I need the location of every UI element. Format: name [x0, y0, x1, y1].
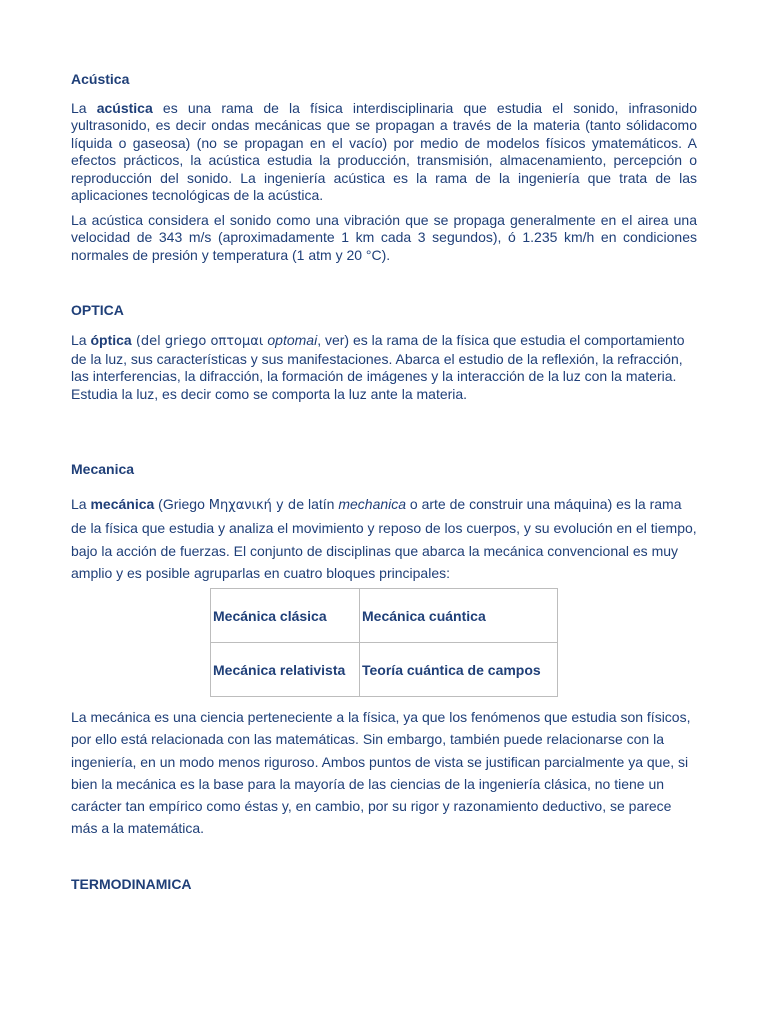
table-row	[211, 589, 558, 643]
text-body: , ver) es la rama de la física que estudia el comportamiento de la luz, sus características y sus manifestaciones. Abarca el estudio de la reflexión, la refracción, las interferencias, la difracción, la formación de imágenes y la interacción de la luz con la materia. Estudia la luz, es decir como se comporta la luz ante la materia.	[71, 332, 685, 402]
table-cell: Mecánica clásica	[211, 589, 360, 643]
heading-acustica: Acústica	[71, 71, 130, 87]
term-mecanica: mecánica	[90, 496, 155, 512]
text-before-greek: (Griego	[154, 496, 209, 512]
text-prefix: La	[71, 100, 97, 116]
paragraph-optica-definition	[71, 332, 697, 403]
table-cell: Mecánica relativista	[211, 643, 360, 697]
term-optica: óptica	[90, 332, 132, 348]
paragraph-mecanica-definition	[71, 493, 697, 584]
mecanica-branches-table	[210, 588, 558, 697]
text-body: o arte de construir una máquina) es la rama de la física que estudia y analiza el movimiento y reposo de los cuerpos, y su evolución en el tiempo, bajo la acción de fuerzas. El conjunto de disciplinas que abarca la mecánica convencional es muy amplio y es posible agruparlas en cuatro bloques principales:	[71, 496, 697, 581]
paragraph-acustica-sound: La acústica considera el sonido como una vibración que se propaga generalmente en el airea una velocidad de 343 m/s (aproximadamente 1 km cada 3 segundos), ó 1.235 km/h en condiciones normales de presión y temperatura (1 atm y 20 °C).	[71, 212, 697, 263]
greek-text: (del griego οπτομαι	[131, 334, 268, 349]
heading-termodinamica: TERMODINAMICA	[71, 876, 192, 892]
text-prefix: La	[71, 332, 91, 348]
table-cell: Mecánica cuántica	[360, 589, 558, 643]
table-cell: Teoría cuántica de campos	[360, 643, 558, 697]
term-acustica: acústica	[96, 100, 153, 116]
greek-text: Μηχανική y de	[208, 498, 305, 513]
paragraph-acustica-definition	[71, 100, 697, 204]
italic-optomai: optomai	[267, 332, 318, 348]
text-body: es una rama de la física interdisciplinaria que estudia el sonido, infrasonido yultrasonido, es decir ondas mecánicas que se propagan a través de la materia (tanto sólidacomo líquida o gaseosa) (no se propagan en el vacío) por medio de modelos físicos ymatemáticos. A efectos prácticos, la acústica estudia la producción, transmisión, almacenamiento, percepción o reproducción del sonido. La ingeniería acústica es la rama de la ingeniería que trata de las aplicaciones tecnológicas de la acústica.	[71, 100, 697, 204]
heading-mecanica: Mecanica	[71, 461, 135, 477]
heading-optica: OPTICA	[71, 302, 124, 318]
text-after-greek: latín	[304, 496, 339, 512]
italic-mechanica: mechanica	[338, 496, 407, 512]
text-prefix: La	[71, 496, 91, 512]
table-row	[211, 643, 558, 697]
paragraph-mecanica-relation: La mecánica es una ciencia perteneciente a la física, ya que los fenómenos que estudia son físicos, por ello está relacionada con las matemáticas. Sin embargo, también puede relacionarse con la ingeniería, en un modo menos riguroso. Ambos puntos de vista se justifican parcialmente ya que, si bien la mecánica es la base para la mayoría de las ciencias de la ingeniería clásica, no tiene un carácter tan empírico como éstas y, en cambio, por su rigor y razonamiento deductivo, se parece más a la matemática.	[71, 709, 691, 837]
